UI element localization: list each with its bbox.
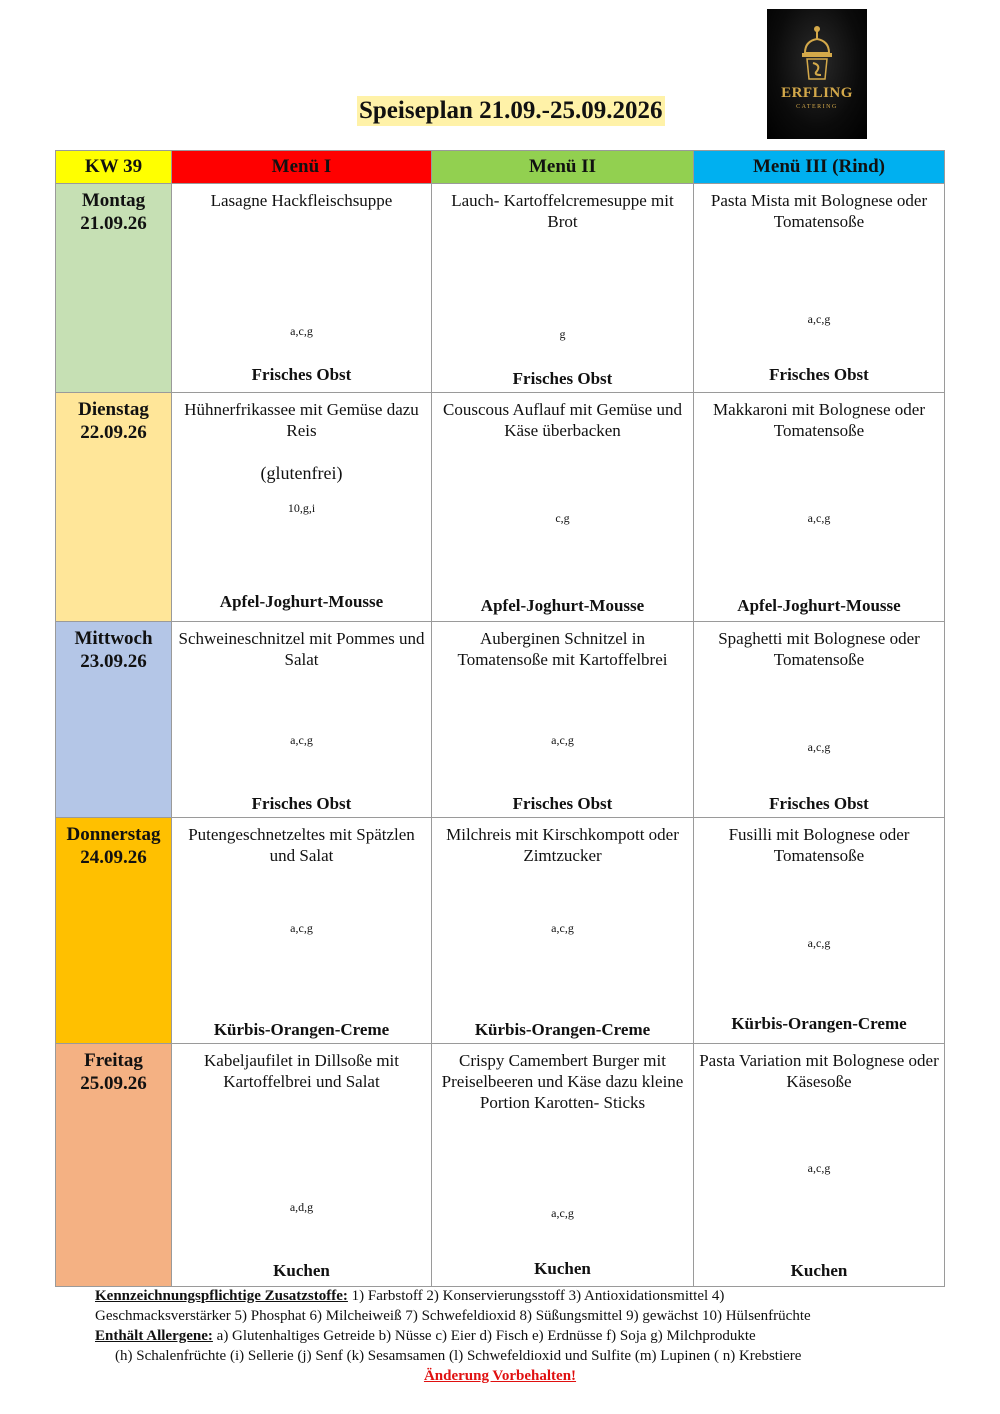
menu-cell: [432, 1044, 694, 1287]
logo-subtitle: CATERING: [796, 104, 838, 110]
dessert: Frisches Obst: [251, 365, 352, 384]
menu-cell: [694, 622, 945, 818]
dish-name: Spaghetti mit Bolognese oder Tomatensoße: [718, 629, 920, 669]
dish-name: Makkaroni mit Bolognese oder Tomatensoße: [713, 400, 925, 440]
dish-note: (glutenfrei): [260, 463, 343, 483]
additives-text-1: 1) Farbstoff 2) Konservierungsstoff 3) Antioxidationsmittel 4): [347, 1288, 725, 1304]
day-name: Dienstag: [78, 399, 149, 420]
allergen-codes: a,c,g: [551, 921, 574, 935]
dessert: Frisches Obst: [251, 794, 352, 813]
menu-cell: [172, 393, 432, 622]
day-cell: [56, 393, 172, 622]
additives-line-1: [55, 1286, 945, 1306]
allergen-codes: a,d,g: [289, 1200, 314, 1214]
allergen-codes: c,g: [555, 511, 570, 525]
allergens-label: Enthält Allergene:: [95, 1328, 213, 1344]
allergen-codes: a,c,g: [807, 936, 831, 950]
menu-cell: [172, 622, 432, 818]
dish-name: Milchreis mit Kirschkompott oder Zimtzucker: [446, 825, 679, 865]
day-row-montag: [56, 184, 945, 393]
day-date: 21.09.26: [80, 213, 147, 234]
dessert: Kuchen: [534, 1259, 591, 1278]
menu-cell: [694, 818, 945, 1044]
menu-cell: [694, 1044, 945, 1287]
day-name: Donnerstag: [66, 824, 161, 845]
day-row-freitag: [56, 1044, 945, 1287]
allergens-line-1: [55, 1326, 945, 1346]
dish-name: Kabeljaufilet in Dillsoße mit Kartoffelbrei und Salat: [204, 1051, 399, 1091]
day-name: Freitag: [84, 1050, 143, 1071]
dessert: Frisches Obst: [769, 365, 869, 384]
menu-2-header: Menü II: [432, 151, 694, 184]
dish-name: Pasta Variation mit Bolognese oder Käsesoße: [699, 1051, 939, 1091]
week-header: KW 39: [56, 151, 172, 184]
day-date: 22.09.26: [80, 422, 147, 443]
menu-cell: [432, 184, 694, 393]
menu-cell: [432, 818, 694, 1044]
day-name: Montag: [81, 190, 146, 211]
change-notice: Änderung Vorbehalten!: [423, 1368, 577, 1384]
day-cell: [56, 1044, 172, 1287]
dessert: Kürbis-Orangen-Creme: [474, 1020, 651, 1039]
table-header-row: [56, 151, 945, 184]
menu-cell: [172, 1044, 432, 1287]
dessert: Kürbis-Orangen-Creme: [213, 1020, 390, 1039]
menu-cell: [432, 622, 694, 818]
dessert: Kuchen: [790, 1261, 848, 1280]
footer-legend: [55, 1286, 945, 1386]
allergen-codes: a,c,g: [551, 733, 574, 747]
dish-name: Schweineschnitzel mit Pommes und Salat: [178, 629, 425, 669]
page-title: Speiseplan 21.09.-25.09.2026: [359, 97, 663, 124]
dish-name: Lasagne Hackfleischsuppe: [210, 191, 393, 210]
dessert: Frisches Obst: [512, 794, 613, 813]
dish-name: Putengeschnetzeltes mit Spätzlen und Salat: [188, 825, 415, 865]
day-date: 25.09.26: [80, 1073, 147, 1094]
allergen-codes: a,c,g: [807, 511, 831, 525]
day-cell: [56, 622, 172, 818]
day-row-donnerstag: [56, 818, 945, 1044]
dish-name: Fusilli mit Bolognese oder Tomatensoße: [728, 825, 910, 865]
allergen-codes: 10,g,i: [287, 501, 316, 515]
dish-name: Couscous Auflauf mit Gemüse und Käse überbacken: [443, 400, 682, 440]
menu-3-header: Menü III (Rind): [694, 151, 945, 184]
dessert: Kürbis-Orangen-Creme: [731, 1014, 907, 1033]
dessert: Frisches Obst: [512, 369, 613, 388]
day-date: 24.09.26: [80, 847, 147, 868]
allergens-text-1: a) Glutenhaltiges Getreide b) Nüsse c) Eier d) Fisch e) Erdnüsse f) Soja g) Milchprodukte: [212, 1328, 756, 1344]
day-row-mittwoch: [56, 622, 945, 818]
logo-brand: ERFLING: [781, 85, 853, 101]
menu-cell: [694, 393, 945, 622]
dessert: Kuchen: [273, 1261, 330, 1280]
dessert: Frisches Obst: [769, 794, 869, 813]
dish-name: Lauch- Kartoffelcremesuppe mit Brot: [451, 191, 674, 231]
menu-cell: [172, 184, 432, 393]
allergen-codes: a,c,g: [807, 1161, 831, 1175]
allergen-codes: a,c,g: [290, 324, 313, 338]
erfling-logo: [767, 9, 867, 139]
day-name: Mittwoch: [74, 628, 153, 649]
menu-table: [55, 150, 945, 1287]
menu-1-header: Menü I: [172, 151, 432, 184]
allergens-line-2: (h) Schalenfrüchte (i) Sellerie (j) Senf (k) Sesamsamen (l) Schwefeldioxid und Sulfite (m) Lupinen ( n) Krebstiere: [115, 1348, 802, 1364]
menu-cell: [694, 184, 945, 393]
dish-name: Auberginen Schnitzel in Tomatensoße mit Kartoffelbrei: [457, 629, 668, 669]
menu-cell: [432, 393, 694, 622]
additives-line-2: Geschmacksverstärker 5) Phosphat 6) Milcheiweiß 7) Schwefeldioxid 8) Süßungsmittel 9) gewächst 10) Hülsenfrüchte: [95, 1308, 811, 1324]
dessert: Apfel-Joghurt-Mousse: [737, 596, 901, 615]
allergen-codes: a,c,g: [807, 740, 831, 754]
dish-name: Hühnerfrikassee mit Gemüse dazu Reis: [184, 400, 419, 440]
allergen-codes: a,c,g: [290, 921, 313, 935]
allergen-codes: g: [559, 327, 566, 341]
day-cell: [56, 818, 172, 1044]
allergen-codes: a,c,g: [807, 312, 831, 326]
allergen-codes: a,c,g: [551, 1206, 574, 1220]
dessert: Apfel-Joghurt-Mousse: [219, 592, 384, 611]
additives-label: Kennzeichnungspflichtige Zusatzstoffe:: [95, 1288, 348, 1304]
day-cell: [56, 184, 172, 393]
menu-cell: [172, 818, 432, 1044]
dish-name: Pasta Mista mit Bolognese oder Tomatensoße: [710, 191, 928, 231]
day-date: 23.09.26: [80, 651, 147, 672]
day-row-dienstag: [56, 393, 945, 622]
dish-name: Crispy Camembert Burger mit Preiselbeeren und Käse dazu kleine Portion Karotten- Sticks: [441, 1051, 684, 1112]
cloche-icon: [767, 9, 867, 89]
dessert: Apfel-Joghurt-Mousse: [480, 596, 645, 615]
allergen-codes: a,c,g: [290, 733, 313, 747]
